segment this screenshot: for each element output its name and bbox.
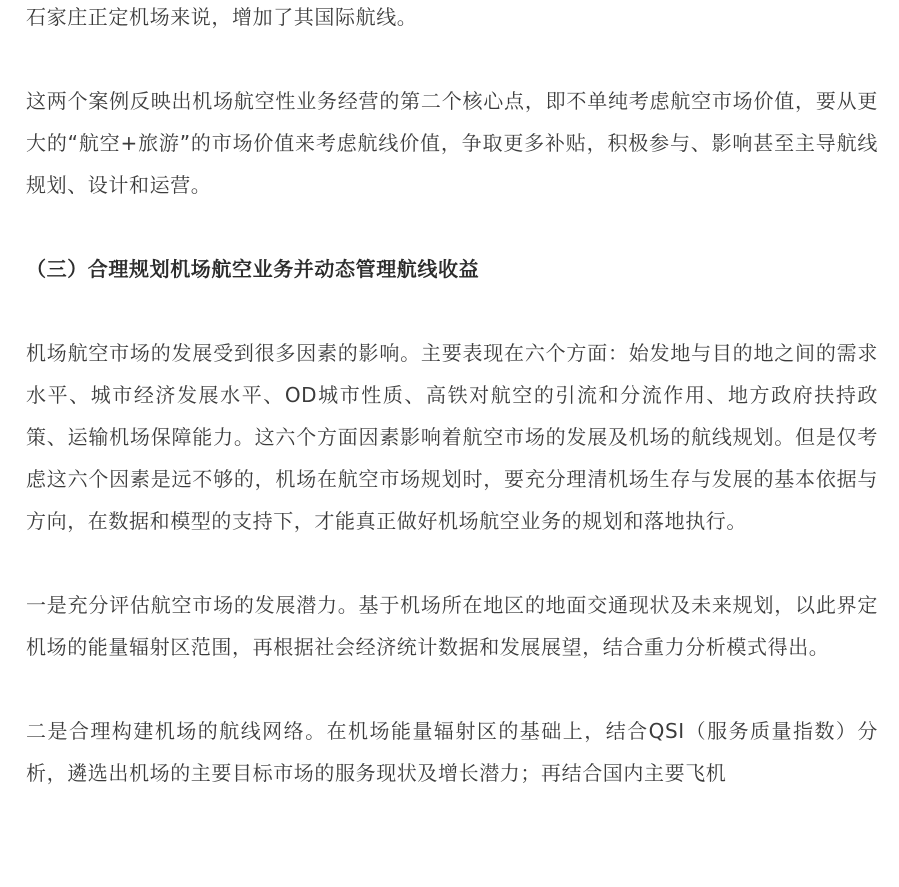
paragraph-point-two: 二是合理构建机场的航线网络。在机场能量辐射区的基础上，结合QSI（服务质量指数）分析，遴选出机场的主要目标市场的服务现状及增长潜力；再结合国内主要飞机	[26, 719, 878, 785]
paragraph-market-factors: 机场航空市场的发展受到很多因素的影响。主要表现在六个方面：始发地与目的地之间的需求水平、城市经济发展水平、OD城市性质、高铁对航空的引流和分流作用、地方政府扶持政策、运输机场保障能力。这六个方面因素影响着航空市场的发展及机场的航线规划。但是仅考虑这六个因素是远不够的，机场在航空市场规划时，要充分理清机场生存与发展的基本依据与方向，在数据和模型的支持下，才能真正做好机场航空业务的规划和落地执行。	[26, 341, 878, 533]
section-heading: （三）合理规划机场航空业务并动态管理航线收益	[26, 257, 480, 281]
paragraph-intro-tail: 石家庄正定机场来说，增加了其国际航线。	[26, 5, 418, 29]
paragraph-core-point: 这两个案例反映出机场航空性业务经营的第二个核心点，即不单纯考虑航空市场价值，要从更大的“航空+旅游”的市场价值来考虑航线价值，争取更多补贴，积极参与、影响甚至主导航线规划、设计和运营。	[26, 89, 878, 197]
paragraph-point-one: 一是充分评估航空市场的发展潜力。基于机场所在地区的地面交通现状及未来规划，以此界定机场的能量辐射区范围，再根据社会经济统计数据和发展展望，结合重力分析模式得出。	[26, 593, 878, 659]
article-body	[26, 0, 878, 836]
